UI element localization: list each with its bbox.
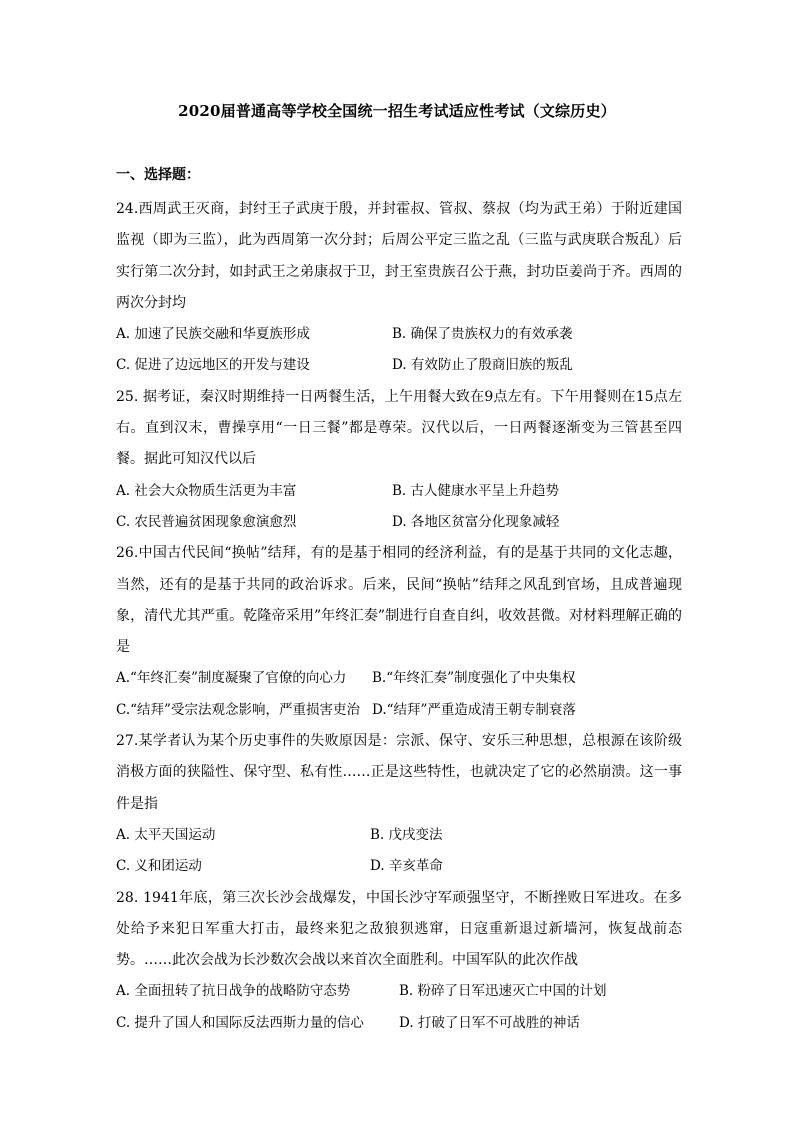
option-d: D. 打破了日军不可战胜的神话	[399, 1014, 580, 1031]
question-stem: 24.西周武王灭商，封纣王子武庚于殷，并封霍叔、管叔、蔡叔（均为武王弟）于附近建国监视（即为三监），此为西周第一次分封；后周公平定三监之乱（三监与武庚联合叛乱）后实行第二次分封，如封武王之弟康叔于卫，封王室贵族召公于燕，封功臣姜尚于齐。西周的两次分封均	[116, 201, 682, 311]
exam-title: 2020届普通高等学校全国统一招生考试适应性考试（文综历史）	[178, 102, 616, 120]
option-row	[116, 976, 682, 1007]
question-26	[116, 538, 682, 726]
option-c: C. 提升了国人和国际反法西斯力量的信心	[116, 1014, 364, 1031]
option-d: D. 各地区贫富分化现象减轻	[392, 513, 560, 530]
option-a: A. 太平天国运动	[116, 826, 216, 843]
option-row	[116, 820, 682, 851]
option-row	[116, 507, 682, 538]
option-b: B.“年终汇奏”制度强化了中央集权	[372, 670, 576, 687]
option-c: C. 促进了边远地区的开发与建设	[116, 357, 310, 374]
question-28	[116, 883, 682, 1039]
option-b: B. 粉碎了日军迅速灭亡中国的计划	[399, 983, 607, 1000]
option-d: D. 辛亥革命	[370, 858, 443, 875]
option-row	[116, 663, 682, 694]
option-a: A. 全面扭转了抗日战争的战略防守态势	[116, 983, 351, 1000]
option-row	[116, 319, 682, 350]
option-row	[116, 350, 682, 381]
option-a: A.“年终汇奏”制度凝聚了官僚的向心力	[116, 670, 347, 687]
section-heading: 一、选择题：	[116, 167, 200, 183]
option-c: C. 农民普遍贫困现象愈演愈烈	[116, 513, 297, 530]
option-c: C.“结拜”受宗法观念影响，严重损害吏治	[116, 701, 360, 718]
option-a: A. 社会大众物质生活更为丰富	[116, 482, 297, 499]
question-stem: 25. 据考证，秦汉时期维持一日两餐生活，上午用餐大致在9点左有。下午用餐则在15点左右。直到汉末，曹操享用“一日三餐”都是尊荣。汉代以后，一日两餐逐渐变为三管甚至四餐。据此可知汉代以后	[116, 388, 682, 468]
option-b: B. 确保了贵族权力的有效承袭	[392, 326, 573, 343]
option-row	[116, 1008, 682, 1039]
option-a: A. 加速了民族交融和华夏族形成	[116, 326, 310, 343]
question-stem: 28. 1941年底，第三次长沙会战爆发，中国长沙守军顽强坚守，不断挫败日军进攻。在多处给予来犯日军重大打击，最终来犯之敌狼狈逃窜，日寇重新退过新墙河，恢复战前态势。……此次会战为长沙数次会战以来首次全面胜利。中国军队的此次作战	[116, 889, 682, 969]
question-24	[116, 194, 682, 382]
option-row	[116, 851, 682, 882]
question-27	[116, 726, 682, 882]
option-row	[116, 695, 682, 726]
question-stem: 26.中国古代民间“换帖”结拜，有的是基于相同的经济利益，有的是基于共同的文化志趣，当然，还有的是基于共同的政治诉求。后来，民间“换帖”结拜之风乱到官场，且成普遍现象，清代尤其严重。乾隆帝采用”年终汇奏”制进行自查自纠，收效甚微。对材料理解正确的是	[116, 545, 682, 656]
option-b: B. 戊戌变法	[370, 826, 443, 843]
option-d: D.“结拜”严重造成清王朝专制衰落	[372, 701, 576, 718]
question-list	[116, 194, 682, 1039]
option-d: D. 有效防止了殷商旧族的叛乱	[392, 357, 573, 374]
option-b: B. 古人健康水平呈上升趋势	[392, 482, 560, 499]
question-stem: 27.某学者认为某个历史事件的失败原因是：宗派、保守、安乐三种思想，总根源在该阶级消极方面的狭隘性、保守型、私有性……正是这些特性，也就决定了它的必然崩溃。这一事件是指	[116, 733, 682, 812]
option-c: C. 义和团运动	[116, 858, 202, 875]
option-row	[116, 476, 682, 507]
question-25	[116, 382, 682, 538]
